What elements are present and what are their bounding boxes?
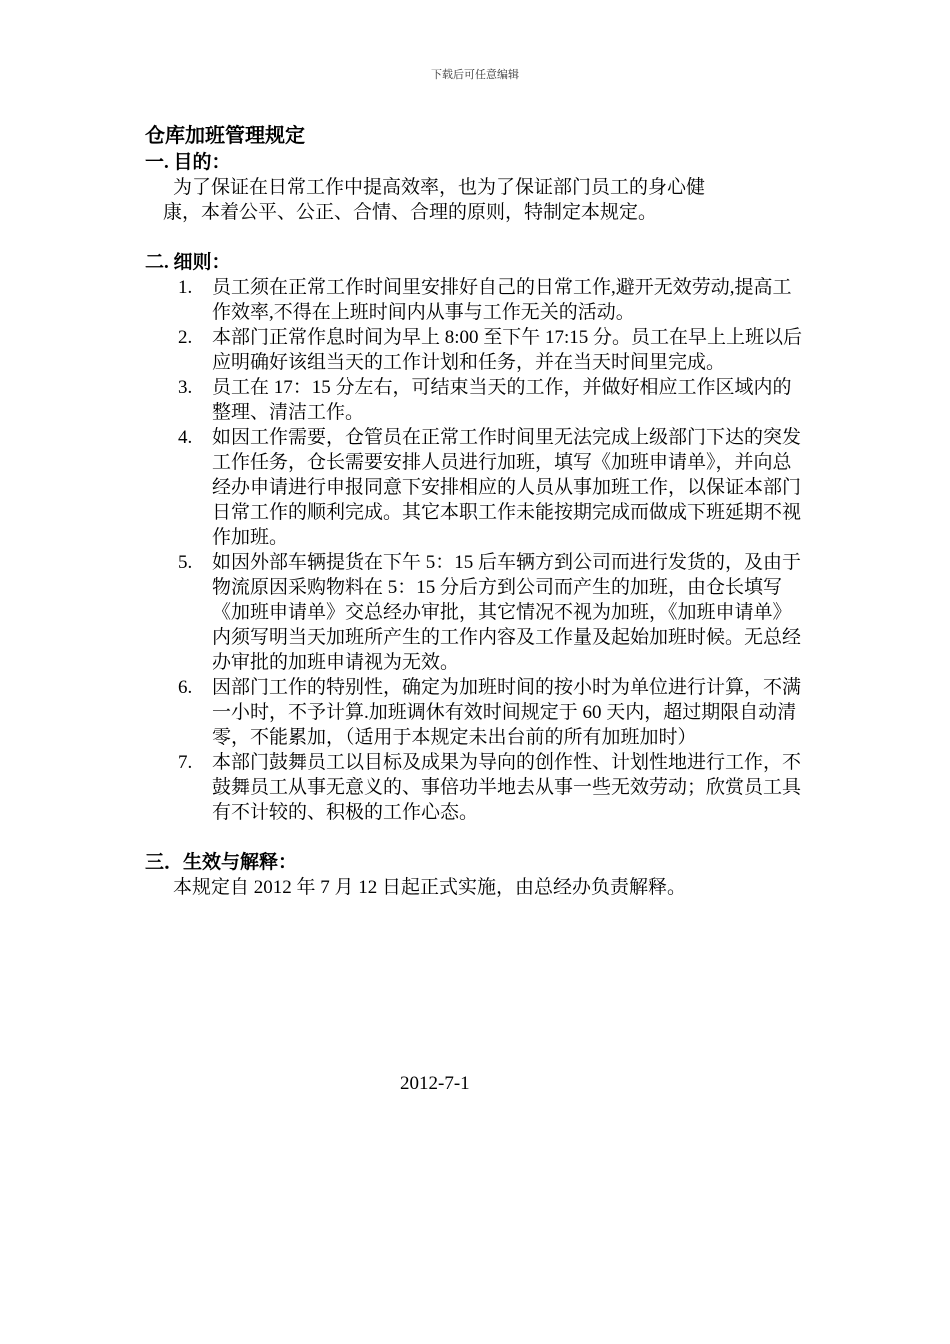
rule-item — [145, 325, 809, 375]
effect-text: 本规定自 2012 年 7 月 12 日起正式实施，由总经办负责解释。 — [173, 877, 687, 898]
rule-text: 员工在 17：15 分左右，可结束当天的工作，并做好相应工作区域内的整理、清洁工作。 — [212, 377, 792, 423]
section-rules-heading: 二. 细则： — [145, 252, 231, 273]
rule-text: 如因外部车辆提货在下午 5：15 后车辆方到公司而进行发货的，及由于物流原因采购物料在 5：15 分后方到公司而产生的加班，由仓长填写《加班申请单》交总经办审批，其它情况不视为加班，《加班申请单》内须写明当天加班所产生的工作内容及工作量及起始加班时候。无总经办审批的加班申请视为无效。 — [212, 552, 802, 673]
document-title: 仓库加班管理规定 — [145, 125, 305, 147]
rule-number: 5. — [178, 552, 193, 573]
rule-text: 本部门鼓舞员工以目标及成果为导向的创作性、计划性地进行工作，不鼓舞员工从事无意义的、事倍功半地去从事一些无效劳动；欣赏员工具有不计较的、积极的工作心态。 — [212, 752, 802, 823]
section-purpose-heading: 一. 目的： — [145, 152, 231, 173]
rule-text: 因部门工作的特别性，确定为加班时间的按小时为单位进行计算，不满一小时，不予计算.加班调休有效时间规定于 60 天内，超过期限自动清零，不能累加，（适用于本规定未出台前的所有加班加时） — [212, 677, 802, 748]
rule-item — [145, 675, 809, 750]
rule-item — [145, 425, 809, 550]
rule-text: 如因工作需要，仓管员在正常工作时间里无法完成上级部门下达的突发工作任务，仓长需要安排人员进行加班，填写《加班申请单》，并向总经办申请进行申报同意下安排相应的人员从事加班工作，以保证本部门日常工作的顺利完成。其它本职工作未能按期完成而做成下班延期不视作加班。 — [212, 427, 802, 548]
rules-list — [145, 275, 825, 825]
document-date: 2012-7-1 — [400, 1073, 470, 1094]
purpose-line-1: 为了保证在日常工作中提高效率，也为了保证部门员工的身心健 — [173, 177, 706, 198]
header-note: 下载后可任意编辑 — [431, 69, 519, 81]
rule-number: 1. — [178, 277, 193, 298]
rule-number: 4. — [178, 427, 193, 448]
rule-item — [145, 550, 809, 675]
section-effect-heading: 三．生效与解释： — [145, 852, 298, 873]
rule-text: 员工须在正常工作时间里安排好自己的日常工作,避开无效劳动,提高工作效率,不得在上班时间内从事与工作无关的活动。 — [212, 277, 792, 323]
rule-number: 6. — [178, 677, 193, 698]
document-body — [145, 122, 825, 900]
rule-number: 7. — [178, 752, 193, 773]
rule-item — [145, 750, 809, 825]
rule-number: 3. — [178, 377, 193, 398]
rule-number: 2. — [178, 327, 193, 348]
rule-item — [145, 375, 809, 425]
rule-text: 本部门正常作息时间为早上 8:00 至下午 17:15 分。员工在早上上班以后应明确好该组当天的工作计划和任务，并在当天时间里完成。 — [212, 327, 803, 373]
purpose-line-2: 康，本着公平、公正、合情、合理的原则，特制定本规定。 — [163, 202, 658, 223]
rule-item — [145, 275, 809, 325]
